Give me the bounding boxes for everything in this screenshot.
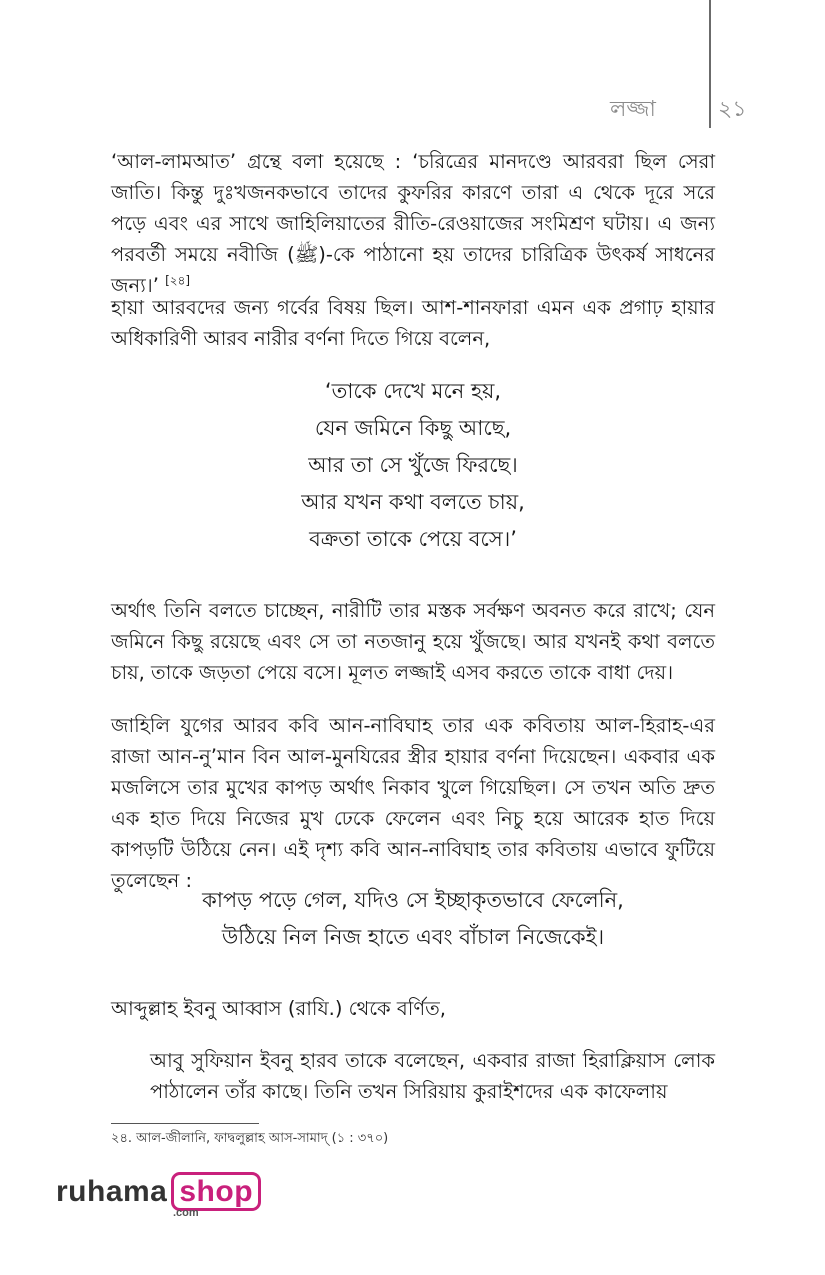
verse-line: যেন জমিনে কিছু আছে, (314, 416, 512, 440)
paragraph-al-lamaat (111, 146, 715, 301)
logo-brand-text: ruhama (56, 1175, 168, 1208)
verse-line: আর যখন কথা বলতে চায়, (301, 490, 525, 514)
poem-shanfara (111, 373, 715, 558)
header-divider-line (709, 0, 711, 128)
verse-line: ‘তাকে দেখে মনে হয়, (324, 379, 502, 403)
footnote-reference: [২৪] (165, 273, 191, 288)
logo-domain-text: .com (173, 1207, 199, 1219)
logo-shop-badge: shop (171, 1172, 261, 1211)
verse-line: কাপড় পড়ে গেল, যদিও সে ইচ্ছাকৃতভাবে ফেলেনি, (202, 888, 624, 912)
paragraph-narration-intro: আব্দুল্লাহ ইবনু আব্বাস (রাযি.) থেকে বর্ণিত, (111, 997, 446, 1020)
paragraph-explanation: অর্থাৎ তিনি বলতে চাচ্ছেন, নারীটি তার মস্তক সর্বক্ষণ অবনত করে রাখে; যেন জমিনে কিছু রয়েছে এবং সে তা নতজানু হয়ে খুঁজছে। আর যখনই কথা বলতে চায়, তাকে জড়তা পেয়ে বসে। মূলত লজ্জাই এসব করতে তাকে বাধা দেয়। (111, 599, 715, 684)
paragraph-nabighah: জাহিলি যুগের আরব কবি আন-নাবিঘাহ তার এক কবিতায় আল-হিরাহ-এর রাজা আন-নু’মান বিন আল-মুনযিরের স্ত্রীর হায়ার বর্ণনা দিয়েছেন। একবার এক মজলিসে তার মুখের কাপড় অর্থাৎ নিকাব খুলে গিয়েছিল। সে তখন অতি দ্রুত এক হাত দিয়ে নিজের মুখ ঢেকে ফেলেন এবং নিচু হয়ে আরেক হাত দিয়ে কাপড়টি উঠিয়ে নেন। এই দৃশ্য কবি আন-নাবিঘাহ তার কবিতায় এভাবে ফুটিয়ে তুলেছেন : (111, 714, 715, 892)
footnote-divider (111, 1123, 259, 1124)
verse-line: উঠিয়ে নিল নিজ হাতে এবং বাঁচাল নিজেকেই। (221, 925, 605, 949)
verse-line: বক্রতা তাকে পেয়ে বসে।’ (309, 527, 517, 551)
poem-nabighah (111, 882, 715, 956)
page-number: ২১ (718, 97, 747, 122)
running-header-title: লজ্জা (610, 97, 656, 122)
verse-line: আর তা সে খুঁজে ফিরছে। (308, 453, 518, 477)
footnote-text: ২৪. আল-জীলানি, ফাদ্বলুল্লাহ আস-সামাদ্ (১ : ৩৭০) (111, 1131, 389, 1146)
ruhamashop-watermark-logo (56, 1175, 261, 1219)
paragraph-abu-sufyan: আবু সুফিয়ান ইবনু হারব তাকে বলেছেন, একবার রাজা হিরাক্লিয়াস লোক পাঠালেন তাঁর কাছে। তিনি তখন সিরিয়ায় কুরাইশদের এক কাফেলায় (150, 1049, 715, 1103)
paragraph-haya-pride: হায়া আরবদের জন্য গর্বের বিষয় ছিল। আশ-শানফারা এমন এক প্রগাঢ় হায়ার অধিকারিণী আরব নারীর বর্ণনা দিতে গিয়ে বলেন, (111, 296, 715, 350)
paragraph-text: ‘আল-লামআত’ গ্রন্থে বলা হয়েছে : ‘চরিত্রের মানদণ্ডে আরবরা ছিল সেরা জাতি। কিন্তু দুঃখজনকভাবে তাদের কুফরির কারণে তারা এ থেকে দূরে সরে পড়ে এবং এর সাথে জাহিলিয়াতের রীতি-রেওয়াজের সংমিশ্রণ ঘটায়। এ জন্য পরবর্তী সময়ে নবীজি (ﷺ)-কে পাঠানো হয় তাদের চারিত্রিক উৎকর্ষ সাধনের জন্য।’ (111, 150, 716, 297)
